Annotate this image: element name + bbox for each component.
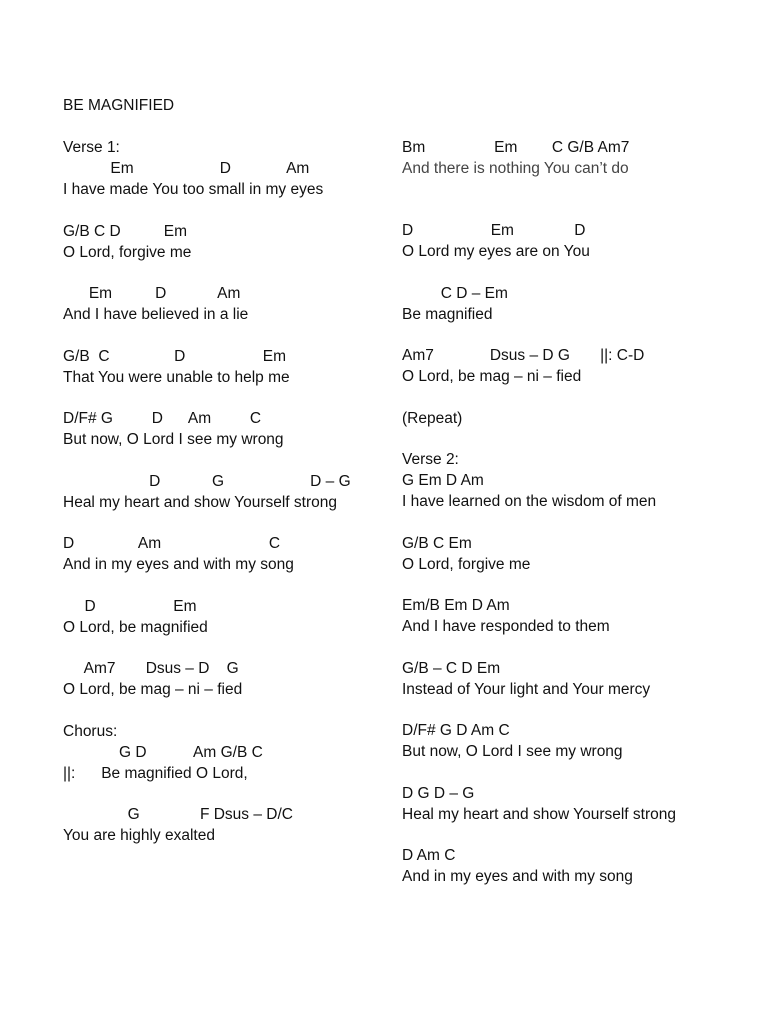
right-spacer: [402, 637, 742, 658]
left-line: O Lord, be magnified: [63, 618, 208, 636]
left-line: G/B C D Em: [63, 347, 287, 365]
left-spacer: [63, 325, 403, 346]
right-line: But now, O Lord I see my wrong: [402, 743, 623, 760]
left-line: Am7 Dsus – D G: [63, 660, 239, 677]
right-line: (Repeat): [402, 409, 463, 427]
left-line: Heal my heart and show Yourself strong: [63, 493, 337, 511]
left-line: D Am C: [63, 535, 281, 552]
left-spacer: [63, 450, 403, 471]
left-line: But now, O Lord I see my wrong: [63, 431, 284, 448]
left-line: G D Am G/B C: [63, 743, 263, 761]
right-line: Instead of Your light and Your mercy: [402, 680, 651, 698]
left-line: You are highly exalted: [63, 827, 215, 844]
right-line: Em/B Em D Am: [402, 597, 510, 614]
right-spacer: [402, 387, 742, 408]
song-title: BE MAGNIFIED: [63, 97, 175, 114]
right-spacer: [402, 179, 742, 200]
left-line: D Em: [63, 597, 197, 615]
right-line: And I have responded to them: [402, 618, 610, 635]
left-spacer: [63, 638, 403, 659]
left-line: Em D Am: [63, 285, 241, 302]
left-line: D G D – G: [63, 472, 351, 490]
right-line: G/B – C D Em: [402, 659, 501, 677]
right-spacer: [402, 325, 742, 346]
right-line: D/F# G D Am C: [402, 722, 510, 739]
left-spacer: [63, 784, 403, 805]
right-spacer: [402, 429, 742, 450]
right-line: D Am C: [402, 847, 456, 864]
left-line: I have made You too small in my eyes: [63, 181, 324, 198]
left-spacer: [63, 575, 403, 596]
right-spacer: [402, 575, 742, 596]
left-line: D/F# G D Am C: [63, 410, 262, 427]
right-spacer: [402, 700, 742, 721]
right-line: I have learned on the wisdom of men: [402, 493, 657, 510]
left-line: G/B C D Em: [63, 222, 188, 240]
right-spacer: [402, 762, 742, 783]
right-line: G/B C Em: [402, 534, 472, 552]
right-line: O Lord my eyes are on You: [402, 243, 590, 260]
right-column: [402, 137, 742, 887]
left-line: ||: Be magnified O Lord,: [63, 764, 248, 782]
left-spacer: [63, 700, 403, 721]
right-line: O Lord, forgive me: [402, 555, 531, 573]
right-spacer: [402, 512, 742, 533]
left-spacer: [63, 263, 403, 284]
right-line: Verse 2:: [402, 451, 459, 468]
left-line: That You were unable to help me: [63, 368, 290, 386]
right-line: G Em D Am: [402, 472, 484, 489]
left-line: O Lord, forgive me: [63, 243, 192, 261]
left-line: Em D Am: [63, 160, 310, 177]
right-spacer: [402, 262, 742, 283]
right-line: And in my eyes and with my song: [402, 868, 633, 885]
right-line: Am7 Dsus – D G ||: C-D: [402, 347, 645, 364]
left-line: Chorus:: [63, 722, 118, 740]
left-line: G F Dsus – D/C: [63, 806, 293, 823]
right-spacer: [402, 825, 742, 846]
right-line: Be magnified: [402, 305, 493, 323]
right-line: And there is nothing You can’t do: [402, 160, 629, 177]
left-column: [63, 137, 403, 846]
right-spacer: [402, 200, 742, 221]
left-spacer: [63, 200, 403, 221]
right-line: Bm Em C G/B Am7: [402, 139, 630, 156]
left-line: Verse 1:: [63, 139, 120, 156]
right-line: D Em D: [402, 222, 586, 239]
right-line: C D – Em: [402, 284, 508, 302]
right-line: Heal my heart and show Yourself strong: [402, 805, 676, 823]
left-line: O Lord, be mag – ni – fied: [63, 681, 243, 698]
left-spacer: [63, 513, 403, 534]
right-line: O Lord, be mag – ni – fied: [402, 368, 582, 385]
right-line: D G D – G: [402, 784, 475, 802]
left-line: And in my eyes and with my song: [63, 556, 294, 573]
left-line: And I have believed in a lie: [63, 306, 249, 323]
left-spacer: [63, 388, 403, 409]
